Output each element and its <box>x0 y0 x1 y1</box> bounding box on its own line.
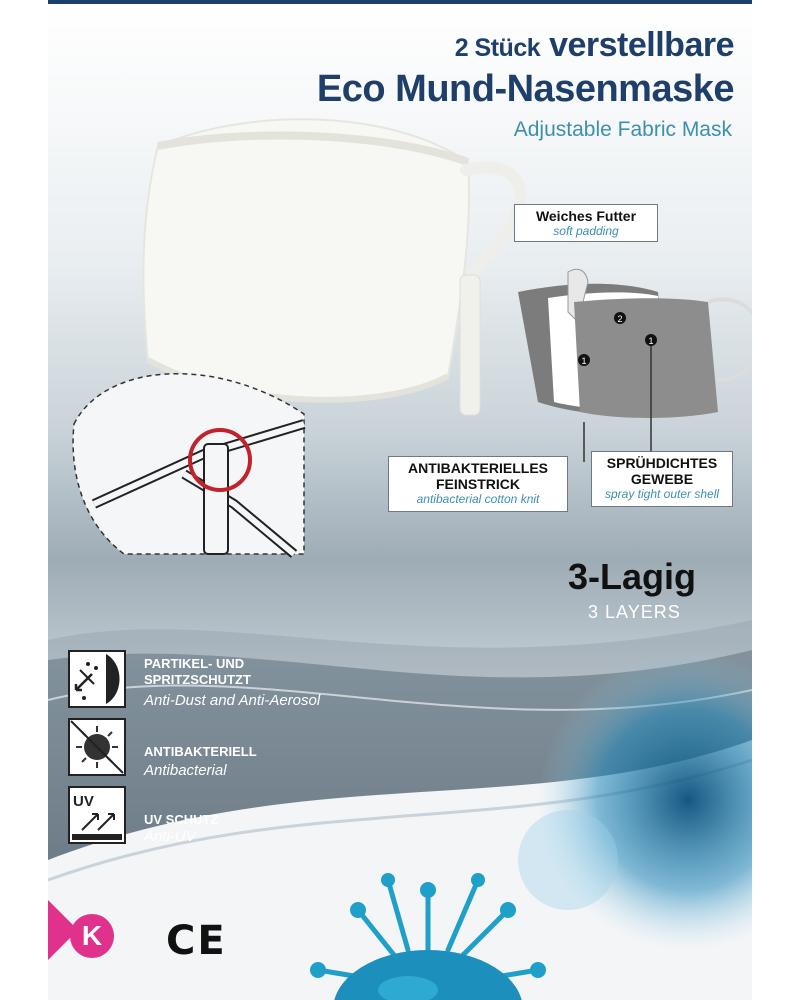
adjustable-label: verstellbare <box>549 26 734 64</box>
layer-marker-2: 2 <box>617 314 623 324</box>
soft-padding-label-de: Weiches Futter <box>535 208 637 224</box>
strap-adjuster-detail <box>64 354 324 574</box>
product-title-line1 <box>455 26 734 65</box>
cotton-knit-label-de-1: ANTIBAKTERIELLES <box>408 460 548 476</box>
layers-subtitle: 3 LAYERS <box>588 602 681 622</box>
outer-shell-callout <box>591 451 733 507</box>
top-accent-bar <box>48 0 752 4</box>
outer-shell-label-en: spray tight outer shell <box>604 487 720 501</box>
feature-particle-label-de-2: SPRITZSCHUTZT <box>144 672 251 687</box>
product-subtitle: Adjustable Fabric Mask <box>513 118 732 141</box>
cotton-knit-label-en: antibacterial cotton knit <box>416 492 540 506</box>
feature-particle-label-de-1: PARTIKEL- UND <box>144 656 245 671</box>
feature-uv-label-en: Anti-UV <box>144 828 196 845</box>
uv-protection-icon <box>68 786 126 844</box>
uv-icon-label: UV <box>73 793 94 810</box>
ce-mark: CE <box>166 918 227 964</box>
feature-uv-label-de: UV SCHUTZ <box>144 812 219 827</box>
antibacterial-icon <box>68 718 126 776</box>
feature-antibacterial-label-de: ANTIBAKTERIELL <box>144 744 257 759</box>
layers-title: 3-Lagig <box>568 556 697 597</box>
soft-padding-label-en: soft padding <box>553 224 619 238</box>
quantity-label: 2 Stück <box>454 34 541 62</box>
virus-illustration <box>278 850 578 1000</box>
layer-cross-section <box>508 262 752 462</box>
outer-shell-label-de-2: GEWEBE <box>630 471 694 487</box>
k-badge: K <box>70 914 114 958</box>
feature-antibacterial-label-en: Antibacterial <box>144 762 227 779</box>
product-poster <box>48 0 752 1000</box>
cotton-knit-label-de-2: FEINSTRICK <box>436 476 520 492</box>
feature-particle-label-en: Anti-Dust and Anti-Aerosol <box>144 692 321 709</box>
outer-shell-label-de-1: SPRÜHDICHTES <box>606 455 718 471</box>
soft-padding-callout <box>514 204 658 242</box>
product-title-line2: Eco Mund-Nasenmaske <box>316 68 734 110</box>
cotton-knit-callout <box>388 456 568 512</box>
layer-marker-1-inner: 1 <box>581 356 587 366</box>
layer-marker-1-outer: 1 <box>648 336 654 346</box>
particle-splash-icon <box>68 650 126 708</box>
